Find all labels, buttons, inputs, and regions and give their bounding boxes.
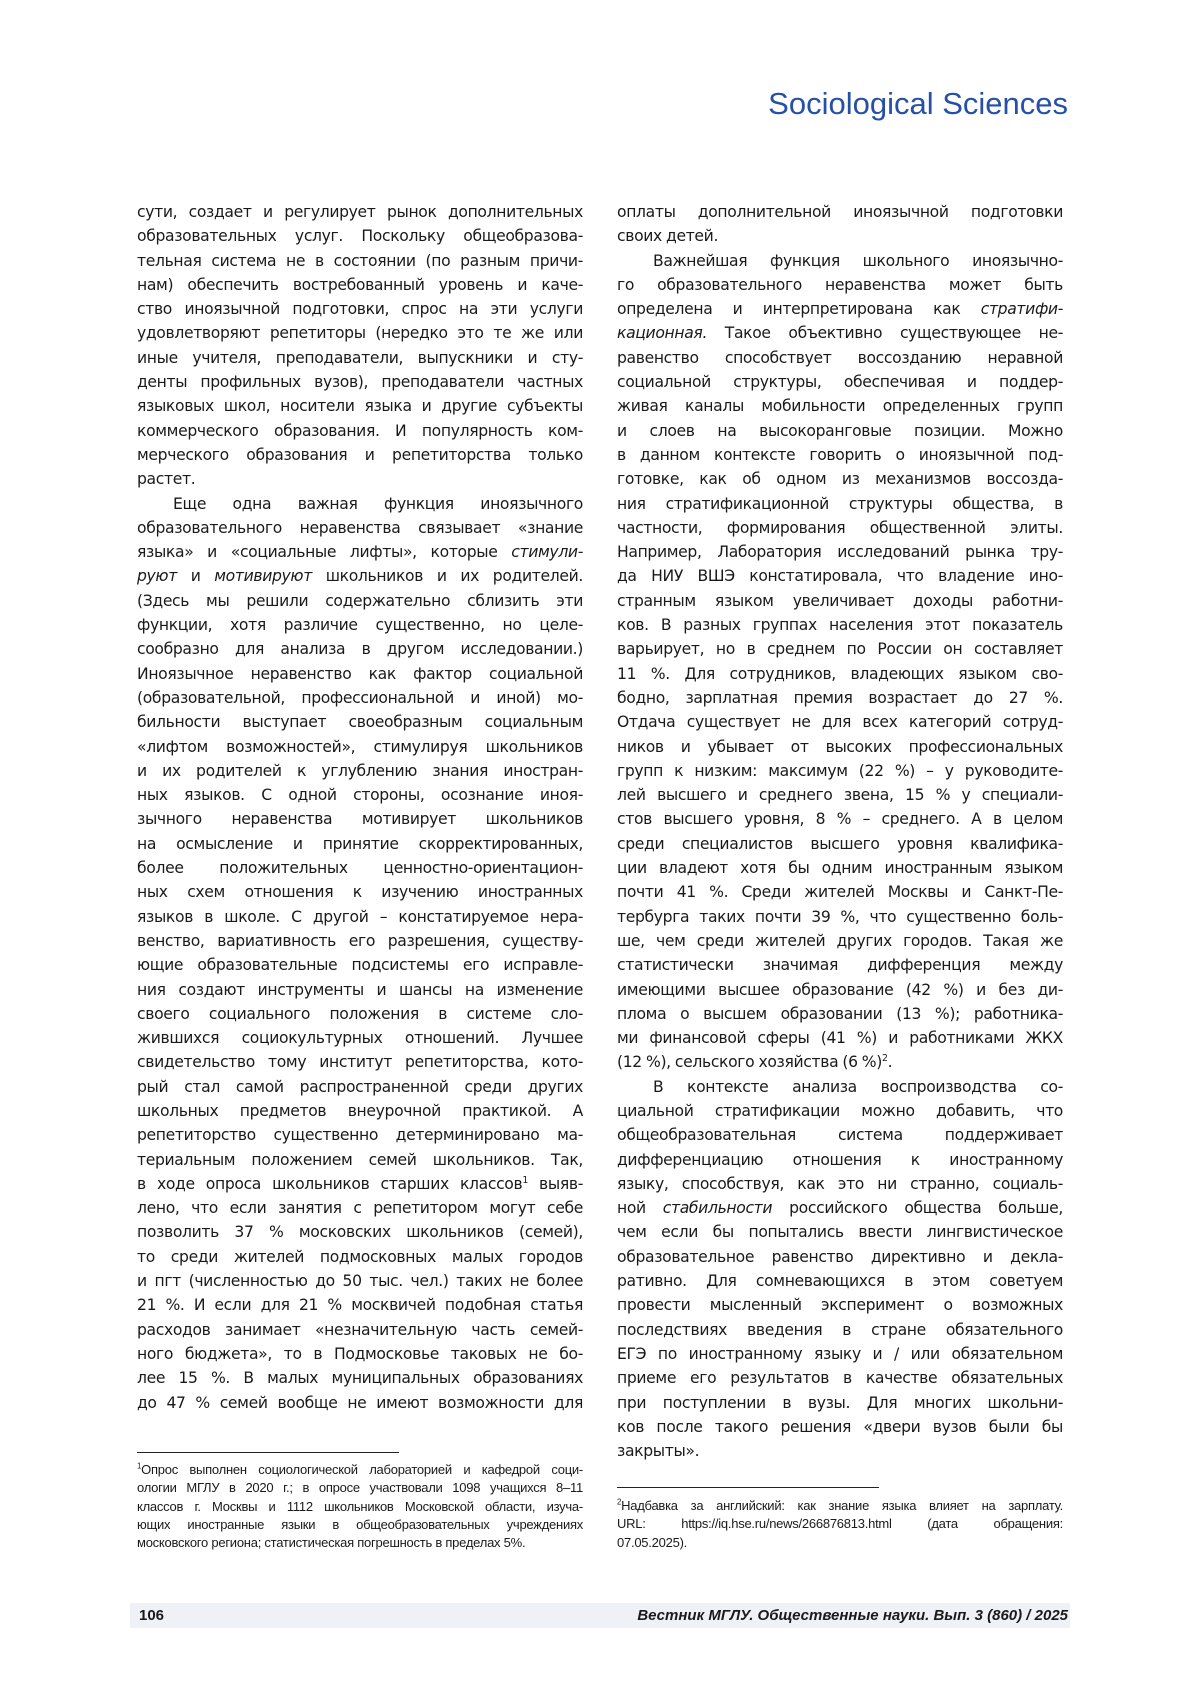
text-line: оплаты дополнительной иноязычной подготовки	[617, 200, 1063, 224]
text-line: варьирует, но в среднем по России он составляет	[617, 637, 1063, 661]
text-line: ных схем отношения к изучению иностранных	[137, 880, 583, 904]
text-line: ния стратификационной структуры общества, в	[617, 492, 1063, 516]
text-line	[617, 1497, 1063, 1515]
text-line: ративно. Для сомневающихся в этом советуем	[617, 1269, 1063, 1293]
text-line: Важнейшая функция школьного иноязычно-	[617, 249, 1063, 273]
text-line: нам) обеспечить востребованный уровень и каче-	[137, 273, 583, 297]
italic-emphasis: стимули-	[511, 543, 583, 561]
text-line: функции, хотя различие существенно, но целе-	[137, 613, 583, 637]
text-segment[interactable]: языка» и «социальные лифты», которые	[137, 543, 511, 561]
text-line: сообразно для анализа в другом исследовании.)	[137, 637, 583, 661]
footnote-2	[617, 1497, 1063, 1552]
text-line: ков после такого решения «двери вузов были бы	[617, 1415, 1063, 1439]
footnote-marker[interactable]: 2	[617, 1498, 621, 1507]
text-line: и слоев на высокоранговые позиции. Можно	[617, 419, 1063, 443]
text-segment[interactable]: Опрос выполнен социологической лабораторией и кафедрой соци-	[141, 1462, 583, 1477]
italic-emphasis: стабильности	[663, 1199, 772, 1217]
text-line: ков. В разных группах населения этот показатель	[617, 613, 1063, 637]
text-line: лей высшего и среднего звена, 15 % у специали-	[617, 783, 1063, 807]
text-line: на осмысление и принятие скорректированных,	[137, 832, 583, 856]
text-line: удовлетворяют репетиторы (нередко это те же или	[137, 321, 583, 345]
text-line: групп к низким: максимум (22 %) – у руководите-	[617, 759, 1063, 783]
text-line: Отдача существует не для всех категорий сотруд-	[617, 710, 1063, 734]
text-line: образовательное равенство директивно и декла-	[617, 1245, 1063, 1269]
text-line: языковых школ, носители языка и другие субъекты	[137, 394, 583, 418]
text-line	[137, 564, 583, 588]
italic-emphasis: стратифи-	[981, 300, 1063, 318]
footnote-1	[137, 1461, 583, 1552]
text-segment[interactable]: Такое объективно существующее не-	[707, 324, 1063, 342]
text-line: школьных предметов внеурочной практикой. А	[137, 1099, 583, 1123]
footnote-divider-right	[617, 1487, 879, 1488]
footnote-marker[interactable]: 1	[522, 1175, 528, 1186]
running-head-section: Sociological Sciences	[768, 86, 1068, 122]
text-line: при поступлении в вузы. Для многих школьни-	[617, 1391, 1063, 1415]
text-line: то среди жителей подмосковных малых городов	[137, 1245, 583, 1269]
text-line: В контексте анализа воспроизводства со-	[617, 1075, 1063, 1099]
text-line: своего социального положения в системе сло-	[137, 1002, 583, 1026]
text-line: языков в школе. С другой – констатируемое нера-	[137, 905, 583, 929]
text-line: более положительных ценностно-ориентацион-	[137, 856, 583, 880]
italic-emphasis: кационная.	[617, 324, 707, 342]
text-line: 21 %. И если для 21 % москвичей подобная статья	[137, 1293, 583, 1317]
text-line: приеме его результатов в качестве обязательных	[617, 1366, 1063, 1390]
text-line: ющих иностранные языки в общеобразовательных учреждениях	[137, 1516, 583, 1534]
text-line: классов г. Москвы и 1112 школьников Московской области, изуча-	[137, 1498, 583, 1516]
text-line: венство, вариативность его разрешения, существу-	[137, 929, 583, 953]
text-line: последствиях введения в стране обязательного	[617, 1318, 1063, 1342]
footnote-marker[interactable]: 1	[137, 1462, 141, 1471]
text-line: позволить 37 % московских школьников (семей),	[137, 1220, 583, 1244]
text-line: URL: https://iq.hse.ru/news/266876813.html (дата обращения:	[617, 1515, 1063, 1533]
text-line: дифференциацию отношения к иностранному	[617, 1148, 1063, 1172]
text-line: странным языком увеличивает доходы работни-	[617, 589, 1063, 613]
text-line: рый стал самой распространенной среди других	[137, 1075, 583, 1099]
page-number: 106	[139, 1605, 164, 1627]
text-line: статистически значимая дифференция между	[617, 953, 1063, 977]
text-line: бильности выступает своеобразным социальным	[137, 710, 583, 734]
text-line: готовке, как об одном из механизмов воссозда-	[617, 467, 1063, 491]
text-line: ции владеют хотя бы одним иностранным языком	[617, 856, 1063, 880]
text-line	[137, 540, 583, 564]
text-line: ющие образовательные подсистемы его исправле-	[137, 953, 583, 977]
right-column	[617, 200, 1063, 1463]
text-line: «лифтом возможностей», стимулируя школьников	[137, 735, 583, 759]
text-line: в данном контексте говорить о иноязычной под-	[617, 443, 1063, 467]
text-line: московского региона; статистическая погрешность в пределах 5%.	[137, 1534, 583, 1552]
text-line	[617, 297, 1063, 321]
text-line	[617, 321, 1063, 345]
text-line: ологии МГЛУ в 2020 г.; в опросе участвовали 1098 учащихся 8–11	[137, 1479, 583, 1497]
text-line: репетиторство существенно детерминировано ма-	[137, 1123, 583, 1147]
text-line: мерческого образования и репетиторства только	[137, 443, 583, 467]
text-line: иные учителя, преподаватели, выпускники и сту-	[137, 346, 583, 370]
text-line: растет.	[137, 467, 583, 491]
text-line: частности, формирования общественной элиты.	[617, 516, 1063, 540]
text-line	[617, 1050, 1063, 1074]
text-line: ми финансовой сферы (41 %) и работниками ЖКХ	[617, 1026, 1063, 1050]
text-line: бодно, зарплатная премия возрастает до 27 %.	[617, 686, 1063, 710]
text-segment[interactable]: школьников и их родителей.	[312, 567, 583, 585]
footnote-divider-left	[137, 1452, 399, 1453]
text-line: образовательного неравенства связывает «знание	[137, 516, 583, 540]
text-segment[interactable]: выяв-	[528, 1175, 583, 1193]
text-line: почти 41 %. Среди жителей Москвы и Санкт-Пе-	[617, 880, 1063, 904]
text-line: (Здесь мы решили содержательно сблизить эти	[137, 589, 583, 613]
text-line: образовательных услуг. Поскольку общеобразова-	[137, 224, 583, 248]
text-line: стов высшего уровня, 8 % – среднего. А в целом	[617, 807, 1063, 831]
text-line: ных языков. С одной стороны, осознание иноя-	[137, 783, 583, 807]
text-line: циальной стратификации можно добавить, что	[617, 1099, 1063, 1123]
text-segment[interactable]: (12 %), сельского хозяйства (6 %)	[617, 1053, 882, 1071]
text-line: расходов занимает «незначительную часть семей-	[137, 1318, 583, 1342]
left-column	[137, 200, 583, 1415]
text-line: Иноязычное неравенство как фактор социальной	[137, 662, 583, 686]
text-line: ников и убывает от высоких профессиональных	[617, 735, 1063, 759]
text-line: закрыты».	[617, 1439, 1063, 1463]
text-line	[617, 1196, 1063, 1220]
text-line: плома о высшем образовании (13 %); работника-	[617, 1002, 1063, 1026]
text-line: языку, способствуя, как это ни странно, социаль-	[617, 1172, 1063, 1196]
text-line: тельная система не в состоянии (по разным причи-	[137, 249, 583, 273]
text-line: зычного неравенства мотивирует школьников	[137, 807, 583, 831]
text-line: до 47 % семей вообще не имеют возможности для	[137, 1391, 583, 1415]
text-line: да НИУ ВШЭ констатировала, что владение ино-	[617, 564, 1063, 588]
text-line: Например, Лаборатория исследований рынка тру-	[617, 540, 1063, 564]
text-line: провести мысленный эксперимент о возможных	[617, 1293, 1063, 1317]
italic-emphasis: руют	[137, 567, 177, 585]
text-segment[interactable]: определена и интерпретирована как	[617, 300, 981, 318]
text-line: ного бюджета», то в Подмосковье таковых не бо-	[137, 1342, 583, 1366]
text-line	[137, 1461, 583, 1479]
text-segment[interactable]: ной	[617, 1199, 663, 1217]
journal-title: Вестник МГЛУ. Общественные науки. Вып. 3 (860) / 2025	[637, 1605, 1068, 1627]
text-segment[interactable]: и	[177, 567, 214, 585]
text-line: 07.05.2025).	[617, 1534, 1063, 1552]
text-line: (образовательной, профессиональной и иной) мо-	[137, 686, 583, 710]
text-line: ЕГЭ по иностранному языку и / или обязательном	[617, 1342, 1063, 1366]
italic-emphasis: мотивируют	[214, 567, 312, 585]
text-line: го образовательного неравенства может быть	[617, 273, 1063, 297]
text-line: равенство способствует воссозданию неравной	[617, 346, 1063, 370]
text-line: ния создают инструменты и шансы на изменение	[137, 978, 583, 1002]
text-line: коммерческого образования. И популярность ком-	[137, 419, 583, 443]
text-line: среди специалистов высшего уровня квалифика-	[617, 832, 1063, 856]
text-line: и их родителей к углублению знания иностран-	[137, 759, 583, 783]
text-line: общеобразовательная система поддерживает	[617, 1123, 1063, 1147]
text-line: жившихся социокультурных отношений. Лучшее	[137, 1026, 583, 1050]
footnote-marker[interactable]: 2	[882, 1053, 888, 1064]
text-line: ство иноязычной подготовки, спрос на эти услуги	[137, 297, 583, 321]
text-segment[interactable]: российского общества больше,	[772, 1199, 1063, 1217]
text-line: 11 %. Для сотрудников, владеющих языком сво-	[617, 662, 1063, 686]
text-line: Еще одна важная функция иноязычного	[137, 492, 583, 516]
text-line: териальным положением семей школьников. Так,	[137, 1148, 583, 1172]
text-segment[interactable]: в ходе опроса школьников старших классов	[137, 1175, 522, 1193]
text-line: имеющими высшее образование (42 %) и без ди-	[617, 978, 1063, 1002]
text-line: социальной структуры, обеспечивая и поддер-	[617, 370, 1063, 394]
text-line: сути, создает и регулирует рынок дополнительных	[137, 200, 583, 224]
text-line: ше, чем среди жителей других городов. Такая же	[617, 929, 1063, 953]
text-line: тербурга таких почти 39 %, что существенно боль-	[617, 905, 1063, 929]
text-line: свидетельство тому институт репетиторства, кото-	[137, 1050, 583, 1074]
text-line: лее 15 %. В малых муниципальных образованиях	[137, 1366, 583, 1390]
text-line: и пгт (численностью до 50 тыс. чел.) таких не более	[137, 1269, 583, 1293]
text-line: денты профильных вузов), преподаватели частных	[137, 370, 583, 394]
text-line: своих детей.	[617, 224, 1063, 248]
text-line	[137, 1172, 583, 1196]
text-segment[interactable]: .	[888, 1053, 893, 1071]
text-line: чем если бы попытались ввести лингвистическое	[617, 1220, 1063, 1244]
text-line: живая каналы мобильности определенных групп	[617, 394, 1063, 418]
text-segment[interactable]: Надбавка за английский: как знание языка влияет на зарплату.	[621, 1498, 1063, 1513]
text-line: лено, что если занятия с репетитором могут себе	[137, 1196, 583, 1220]
